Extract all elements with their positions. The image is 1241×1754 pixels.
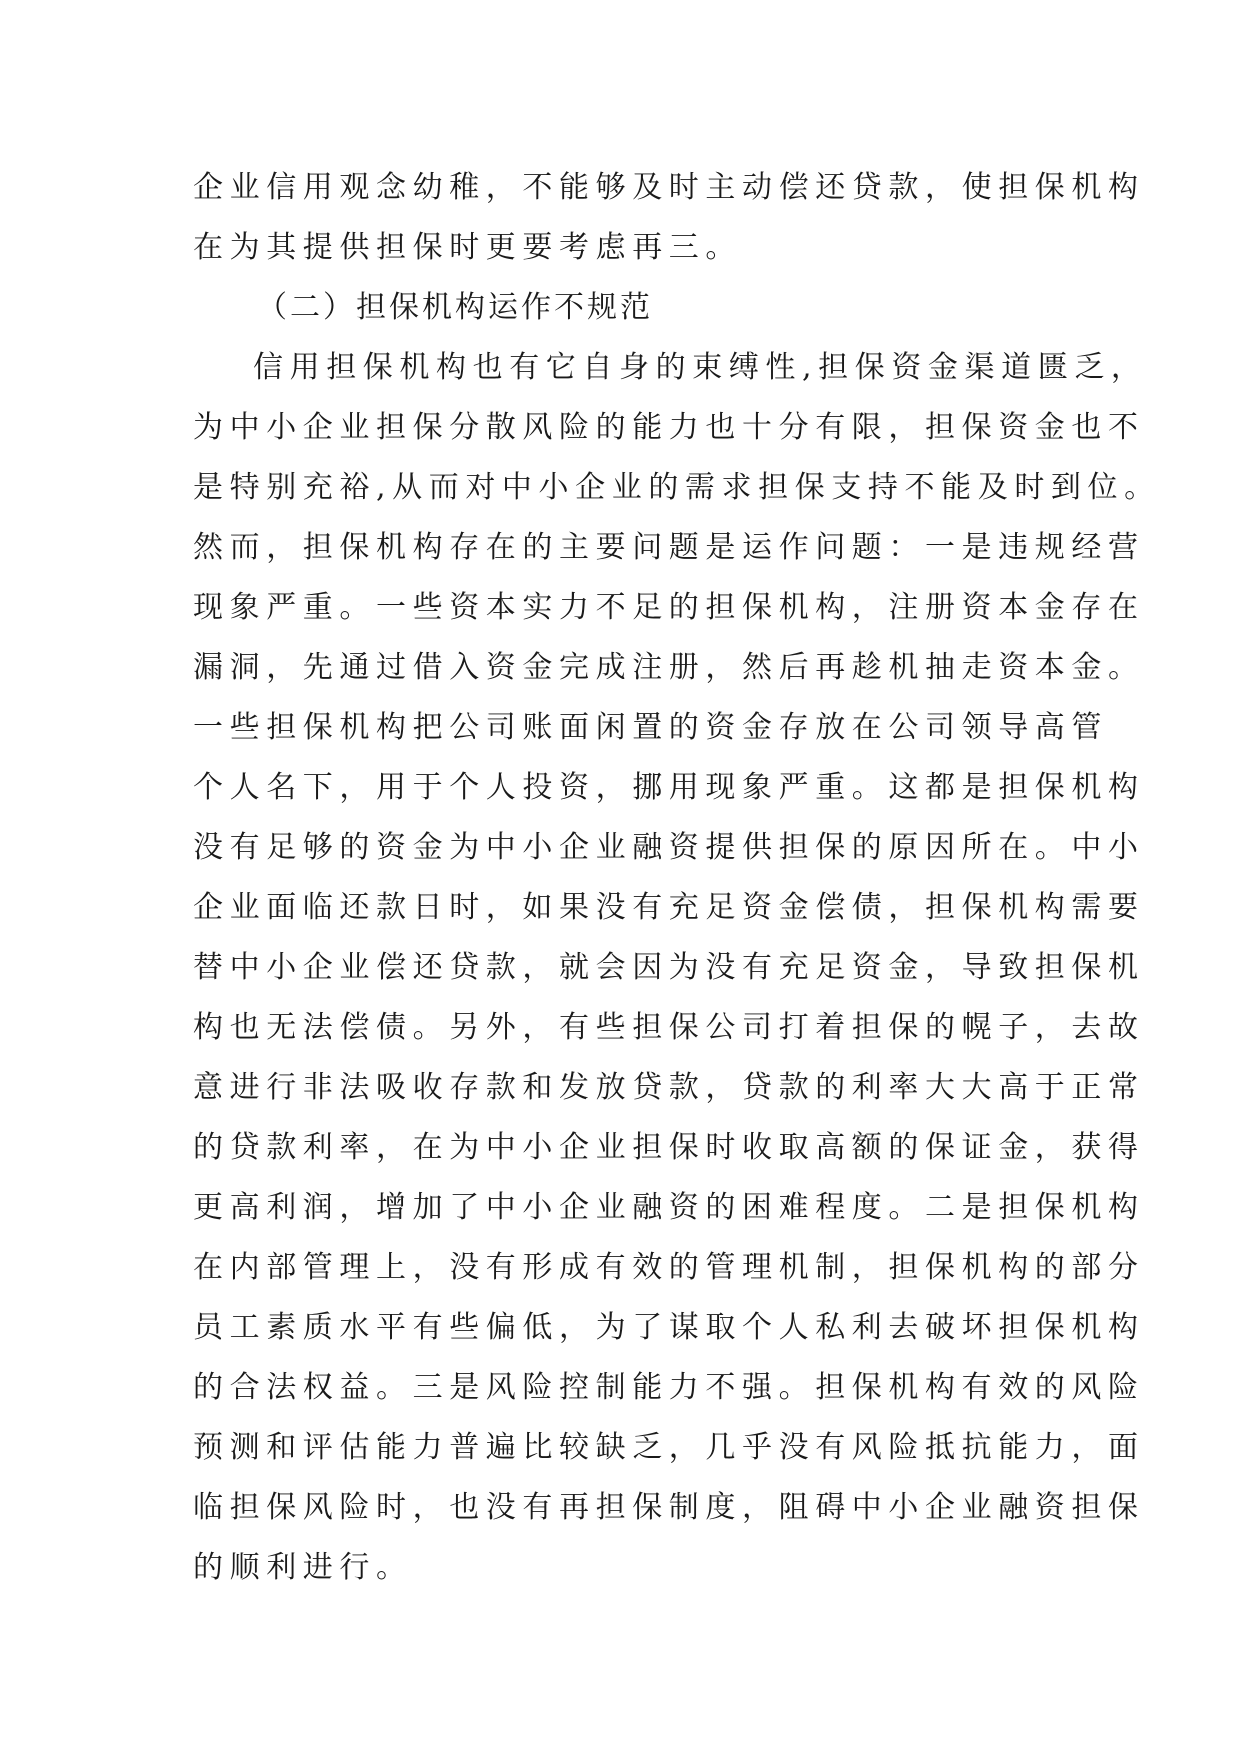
text-line: 现象严重。一些资本实力不足的担保机构，注册资本金存在 [193,590,1145,625]
text-line: 预测和评估能力普遍比较缺乏，几乎没有风险抵抗能力，面 [193,1430,1145,1465]
body-text [193,158,1161,1598]
text-line: 在内部管理上，没有形成有效的管理机制，担保机构的部分 [193,1250,1145,1285]
text-line: 的贷款利率，在为中小企业担保时收取高额的保证金，获得 [193,1130,1145,1165]
text-line: 的合法权益。三是风险控制能力不强。担保机构有效的风险 [193,1370,1145,1405]
text-line: 临担保风险时，也没有再担保制度，阻碍中小企业融资担保 [193,1490,1145,1525]
text-line: 是特别充裕,从而对中小企业的需求担保支持不能及时到位。 [193,470,1161,505]
text-line: 漏洞，先通过借入资金完成注册，然后再趁机抽走资本金。 [193,650,1145,685]
text-line: 企业面临还款日时，如果没有充足资金偿债，担保机构需要 [193,890,1145,925]
paragraph-first-line: 信用担保机构也有它自身的束缚性,担保资金渠道匮乏， [253,350,1148,385]
text-line: 个人名下，用于个人投资，挪用现象严重。这都是担保机构 [193,770,1145,805]
text-line: 更高利润，增加了中小企业融资的困难程度。二是担保机构 [193,1190,1145,1225]
text-line: 替中小企业偿还贷款，就会因为没有充足资金，导致担保机 [193,950,1145,985]
text-line: 的顺利进行。 [193,1550,413,1585]
text-line: 企业信用观念幼稚，不能够及时主动偿还贷款，使担保机构 [193,170,1145,205]
text-line: 没有足够的资金为中小企业融资提供担保的原因所在。中小 [193,830,1145,865]
section-heading: （二）担保机构运作不规范 [257,290,653,325]
text-line: 意进行非法吸收存款和发放贷款，贷款的利率大大高于正常 [193,1070,1145,1105]
text-line: 一些担保机构把公司账面闲置的资金存放在公司领导高管 [193,710,1108,745]
text-line: 为中小企业担保分散风险的能力也十分有限，担保资金也不 [193,410,1145,445]
text-line: 在为其提供担保时更要考虑再三。 [193,230,742,265]
text-line: 然而，担保机构存在的主要问题是运作问题：一是违规经营 [193,530,1145,565]
text-line: 构也无法偿债。另外，有些担保公司打着担保的幌子，去故 [193,1010,1145,1045]
text-line: 员工素质水平有些偏低，为了谋取个人私利去破坏担保机构 [193,1310,1145,1345]
